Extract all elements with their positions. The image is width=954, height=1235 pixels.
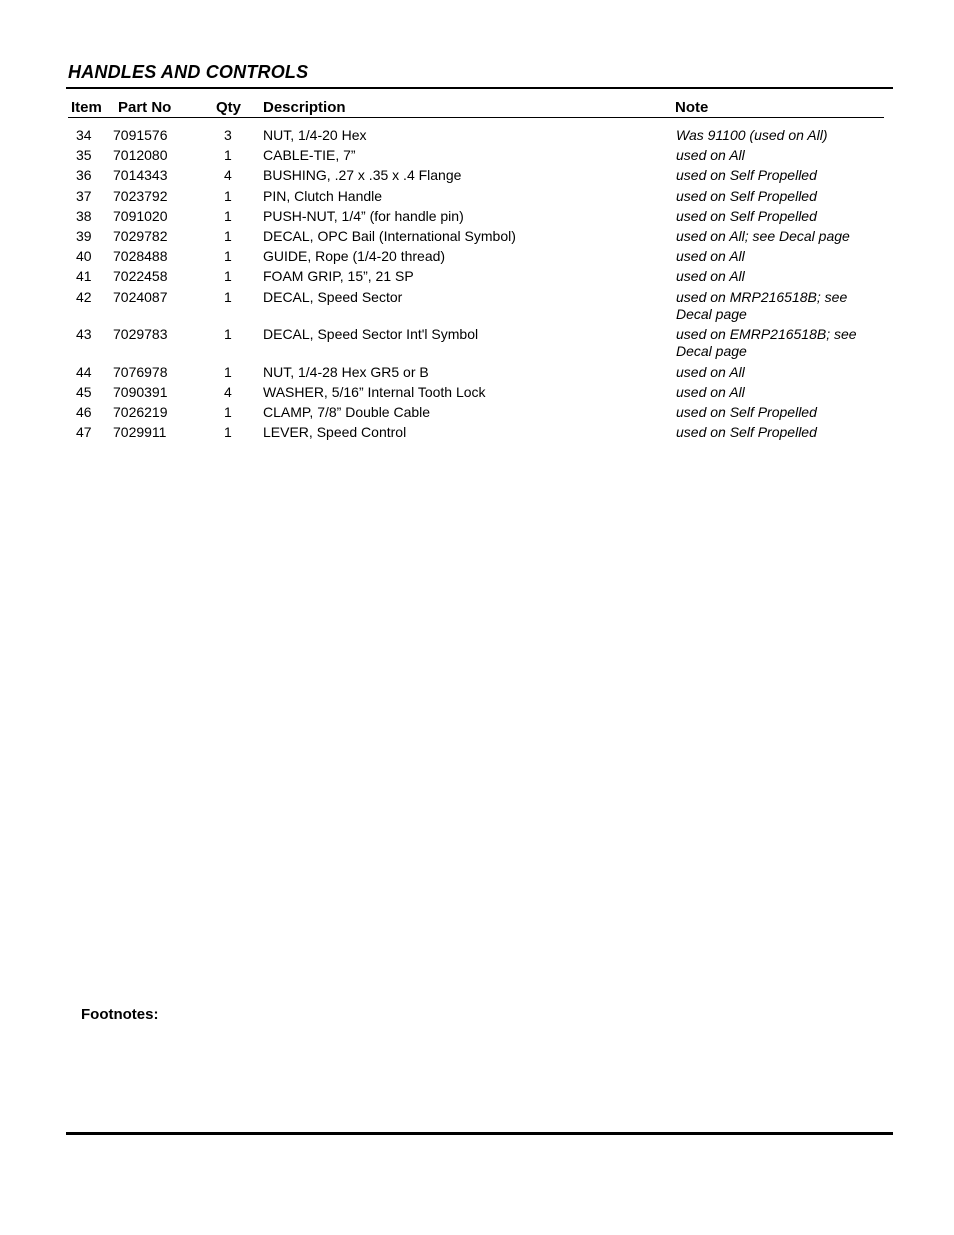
note-line: Decal page <box>676 343 747 360</box>
cell-item: 40 <box>76 248 92 265</box>
cell-item: 36 <box>76 167 92 184</box>
table-row <box>0 248 954 268</box>
table-header <box>0 99 954 119</box>
cell-part-no: 7090391 <box>113 383 168 400</box>
cell-qty: 3 <box>224 127 232 143</box>
note-line: used on All <box>676 363 745 380</box>
cell-qty: 1 <box>224 424 232 441</box>
cell-description: LEVER, Speed Control <box>263 424 407 441</box>
cell-item: 35 <box>76 147 92 164</box>
cell-qty: 1 <box>224 363 232 380</box>
note-line: used on MRP216518B; see <box>676 288 848 305</box>
cell-note <box>676 167 876 184</box>
cell-description: DECAL, Speed Sector <box>263 288 403 305</box>
cell-item: 34 <box>76 127 92 143</box>
cell-note <box>676 228 876 245</box>
cell-description: NUT, 1/4-28 Hex GR5 or B <box>263 363 429 380</box>
cell-note <box>676 268 876 285</box>
cell-part-no: 7091576 <box>113 127 168 143</box>
table-row <box>0 147 954 167</box>
cell-note <box>676 147 876 164</box>
table-row <box>0 326 954 364</box>
cell-qty: 1 <box>224 187 232 204</box>
table-row <box>0 404 954 424</box>
cell-part-no: 7012080 <box>113 147 168 164</box>
table-row <box>0 424 954 444</box>
cell-note <box>676 188 876 205</box>
cell-note <box>676 364 876 381</box>
note-line: used on Self Propelled <box>676 167 817 184</box>
cell-qty: 1 <box>224 207 232 224</box>
table-row <box>0 228 954 248</box>
cell-description: WASHER, 5/16” Internal Tooth Lock <box>263 383 486 400</box>
note-line: used on Self Propelled <box>676 187 817 204</box>
cell-part-no: 7076978 <box>113 363 168 380</box>
cell-note <box>676 208 876 225</box>
cell-qty: 1 <box>224 227 232 244</box>
cell-qty: 1 <box>224 326 232 343</box>
table-row <box>0 208 954 228</box>
cell-item: 44 <box>76 363 92 380</box>
parts-table-body <box>0 127 954 444</box>
cell-note <box>676 384 876 401</box>
cell-note <box>676 424 876 441</box>
table-row <box>0 268 954 288</box>
cell-item: 39 <box>76 227 92 244</box>
cell-description: CABLE-TIE, 7” <box>263 147 356 164</box>
cell-description: FOAM GRIP, 15”, 21 SP <box>263 268 414 285</box>
cell-item: 41 <box>76 268 92 285</box>
cell-part-no: 7014343 <box>113 167 168 184</box>
cell-item: 47 <box>76 424 92 441</box>
cell-description: DECAL, Speed Sector Int'l Symbol <box>263 326 479 343</box>
table-row <box>0 188 954 208</box>
note-line: used on All <box>676 147 745 164</box>
table-row <box>0 364 954 384</box>
table-row <box>0 289 954 327</box>
cell-part-no: 7028488 <box>113 248 168 265</box>
cell-description: CLAMP, 7/8” Double Cable <box>263 404 431 421</box>
bottom-divider <box>66 1132 893 1135</box>
cell-item: 43 <box>76 326 92 343</box>
cell-qty: 4 <box>224 383 232 400</box>
cell-item: 46 <box>76 404 92 421</box>
note-line: used on Self Propelled <box>676 207 817 224</box>
table-row <box>0 127 954 147</box>
note-line: Decal page <box>676 305 747 322</box>
footnotes-label: Footnotes: <box>81 1006 159 1023</box>
cell-description: PIN, Clutch Handle <box>263 187 383 204</box>
header-description: Description <box>263 99 346 116</box>
note-line: used on Self Propelled <box>676 404 817 421</box>
cell-qty: 4 <box>224 167 232 184</box>
cell-part-no: 7091020 <box>113 207 168 224</box>
cell-part-no: 7024087 <box>113 288 168 305</box>
note-line: used on Self Propelled <box>676 424 817 441</box>
cell-description: GUIDE, Rope (1/4-20 thread) <box>263 248 446 265</box>
cell-note <box>676 289 876 323</box>
header-note: Note <box>675 99 709 116</box>
cell-item: 45 <box>76 383 92 400</box>
cell-part-no: 7029783 <box>113 326 168 343</box>
cell-part-no: 7029911 <box>113 424 167 441</box>
cell-item: 42 <box>76 288 92 305</box>
note-line: Was 91100 (used on All) <box>676 127 828 143</box>
table-row <box>0 384 954 404</box>
cell-qty: 1 <box>224 147 232 164</box>
cell-note <box>676 404 876 421</box>
note-line: used on All <box>676 248 745 265</box>
cell-item: 37 <box>76 187 92 204</box>
cell-note <box>676 326 876 360</box>
note-line: used on All <box>676 383 745 400</box>
cell-description: NUT, 1/4-20 Hex <box>263 127 367 143</box>
cell-qty: 1 <box>224 268 232 285</box>
cell-item: 38 <box>76 207 92 224</box>
cell-qty: 1 <box>224 288 232 305</box>
cell-note <box>676 248 876 265</box>
header-item: Item <box>71 99 102 116</box>
table-row <box>0 167 954 187</box>
cell-note <box>676 127 876 144</box>
cell-part-no: 7023792 <box>113 187 168 204</box>
note-line: used on EMRP216518B; see <box>676 326 857 343</box>
header-divider <box>68 117 884 118</box>
cell-description: PUSH-NUT, 1/4” (for handle pin) <box>263 207 464 224</box>
cell-part-no: 7022458 <box>113 268 168 285</box>
note-line: used on All; see Decal page <box>676 227 850 244</box>
cell-qty: 1 <box>224 248 232 265</box>
cell-part-no: 7029782 <box>113 227 168 244</box>
cell-description: DECAL, OPC Bail (International Symbol) <box>263 227 516 244</box>
top-divider <box>66 87 893 89</box>
note-line: used on All <box>676 268 745 285</box>
cell-qty: 1 <box>224 404 232 421</box>
cell-description: BUSHING, .27 x .35 x .4 Flange <box>263 167 462 184</box>
header-part-no: Part No <box>118 99 172 116</box>
cell-part-no: 7026219 <box>113 404 168 421</box>
page-title: HANDLES AND CONTROLS <box>68 62 309 82</box>
header-qty: Qty <box>216 99 242 116</box>
